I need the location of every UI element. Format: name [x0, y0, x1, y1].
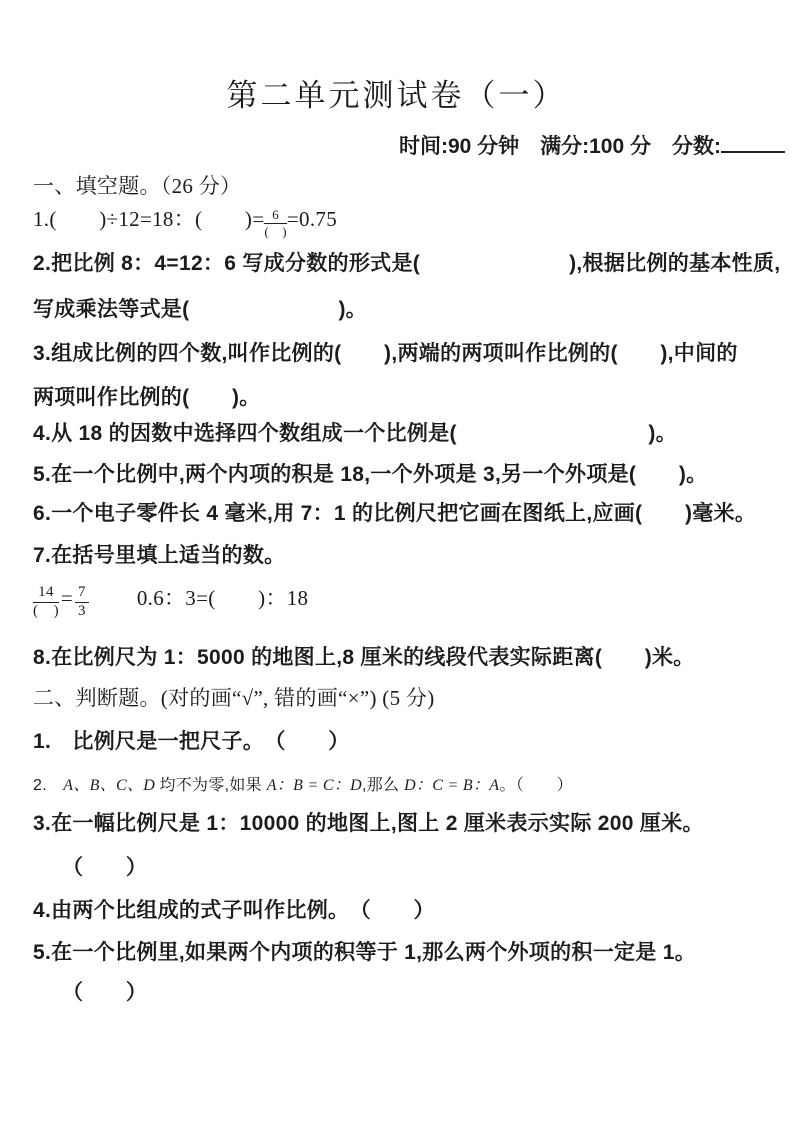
section1-heading: 一、填空题。（26 分） — [33, 174, 242, 198]
question-8: 8.在比例尺为 1：5000 的地图上,8 厘米的线段代表实际距离( )米。 — [33, 646, 695, 669]
page-title: 第二单元测试卷（一） — [226, 78, 567, 113]
question-1-pre: 1.( )÷12=18：( )= — [33, 207, 265, 231]
equals-sign: = — [60, 586, 74, 610]
judge-question-1: 1. 比例尺是一把尺子。 （ ） — [33, 730, 350, 753]
judge-question-3-line1: 3.在一幅比例尺是 1：10000 的地图上,图上 2 厘米表示实际 200 厘米。 — [33, 812, 704, 835]
question-1-post: =0.75 — [286, 207, 337, 231]
exam-meta-text: 时间:90 分钟 满分:100 分 分数: — [398, 135, 721, 158]
judge-question-3-paren: （ ） — [62, 856, 148, 879]
fraction-numerator: 6 — [264, 208, 287, 224]
judge-question-4: 4.由两个比组成的式子叫作比例。 （ ） — [33, 899, 435, 922]
judge-q2-text: ,那么 — [362, 777, 405, 794]
question-7-ratio-expression: 0.6：3=( )：18 — [136, 586, 309, 610]
question-2-line1: 2.把比例 8：4=12：6 写成分数的形式是( ),根据比例的基本性质, — [33, 252, 781, 275]
judge-q2-number: 2. — [33, 777, 64, 794]
question-2-line2: 写成乘法等式是( )。 — [33, 298, 368, 321]
fraction-14-over-blank — [33, 585, 59, 620]
fraction-denominator: 3 — [78, 603, 86, 619]
question-4: 4.从 18 的因数中选择四个数组成一个比例是( )。 — [33, 422, 678, 445]
judge-q2-proportion: A：B = C：D — [266, 777, 363, 794]
question-7-blanks — [33, 582, 308, 620]
fraction-7-over-3 — [75, 585, 89, 620]
question-7: 7.在括号里填上适当的数。 — [33, 544, 286, 567]
fraction-denominator: ( ) — [264, 224, 287, 239]
question-1 — [33, 203, 337, 239]
judge-q2-text: 均不为零,如果 — [159, 777, 267, 794]
fraction-6-over-blank — [264, 208, 287, 238]
fraction-denominator: ( ) — [33, 603, 59, 619]
exam-meta-line — [399, 129, 785, 160]
judge-question-5-paren: （ ） — [62, 981, 148, 1004]
judge-question-5-line1: 5.在一个比例里,如果两个内项的积等于 1,那么两个外项的积一定是 1。 — [33, 941, 697, 964]
score-blank-underline — [721, 129, 785, 153]
fraction-numerator: 14 — [33, 585, 59, 603]
judge-q2-proportion: D：C = B：A — [404, 777, 500, 794]
question-5: 5.在一个比例中,两个内项的积是 18,一个外项是 3,另一个外项是( )。 — [33, 463, 708, 486]
section2-heading: 二、判断题。(对的画“√”, 错的画“×”) (5 分) — [33, 686, 435, 710]
question-3-line1: 3.组成比例的四个数,叫作比例的( ),两端的两项叫作比例的( ),中间的 — [33, 342, 738, 365]
question-3-line2: 两项叫作比例的( )。 — [33, 386, 261, 409]
judge-q2-paren: 。（ ） — [499, 777, 573, 794]
judge-q2-letters: A、B、C、D — [63, 777, 160, 794]
fraction-numerator: 7 — [75, 585, 89, 603]
question-6: 6.一个电子零件长 4 毫米,用 7：1 的比例尺把它画在图纸上,应画( )毫米。 — [33, 502, 757, 525]
judge-question-2 — [33, 772, 573, 795]
